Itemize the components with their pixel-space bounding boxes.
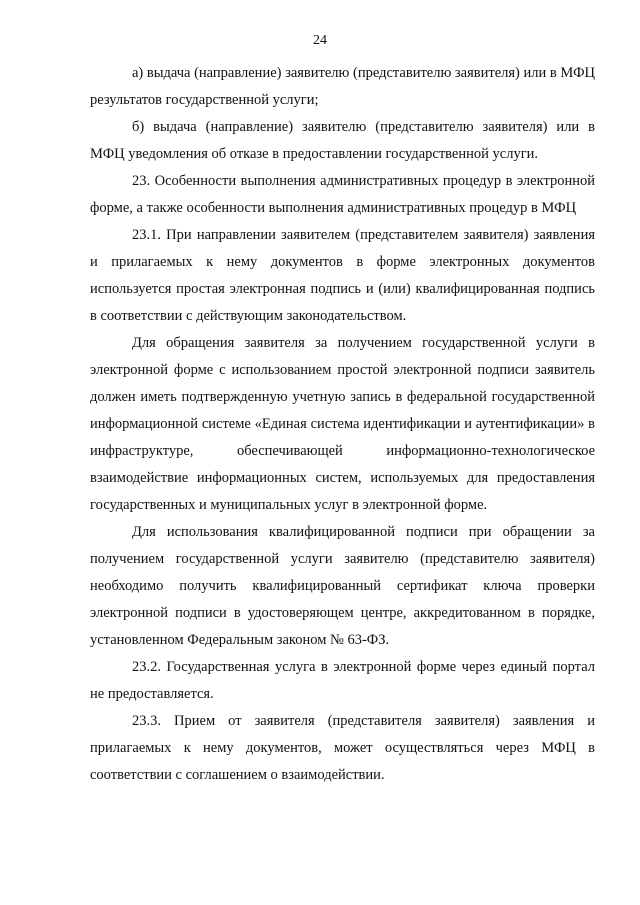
page-number: 24 <box>313 33 327 48</box>
paragraph-23-3: 23.3. Прием от заявителя (представителя заявителя) заявления и прилагаемых к нему документов, может осуществляться через МФЦ в соответствии с соглашением о взаимодействии. <box>90 713 595 783</box>
paragraph-23-2: 23.2. Государственная услуга в электронной форме через единый портал не предоставляется. <box>90 659 595 702</box>
paragraph-item-a: а) выдача (направление) заявителю (представителю заявителя) или в МФЦ результатов государственной услуги; <box>90 65 595 108</box>
paragraph-item-b: б) выдача (направление) заявителю (представителю заявителя) или в МФЦ уведомления об отказе в предоставлении государственной услуги. <box>90 119 595 162</box>
section-heading-23: 23. Особенности выполнения административных процедур в электронной форме, а также особенности выполнения административных процедур в МФЦ <box>90 173 595 216</box>
paragraph-qualified-signature: Для использования квалифицированной подписи при обращении за получением государственной услуги заявителю (представителю заявителя) необходимо получить квалифицированный сертификат ключа проверки электронной подписи в удостоверяющем центре, аккредитованном в порядке, установленном Федеральным законом № 63-ФЗ. <box>90 524 595 648</box>
paragraph-23-1: 23.1. При направлении заявителем (представителем заявителя) заявления и прилагаемых к нему документов в форме электронных документов используется простая электронная подпись и (или) квалифицированная подпись в соответствии с действующим законодательством. <box>90 227 595 324</box>
paragraph-simple-signature: Для обращения заявителя за получением государственной услуги в электронной форме с использованием простой электронной подписи заявитель должен иметь подтвержденную учетную запись в федеральной государственной информационной системе «Единая система идентификации и аутентификации» в инфраструктуре, обеспечивающей информационно-технологическое взаимодействие информационных систем, используемых для предоставления государственных и муниципальных услуг в электронной форме. <box>90 335 595 513</box>
document-body <box>90 60 595 789</box>
